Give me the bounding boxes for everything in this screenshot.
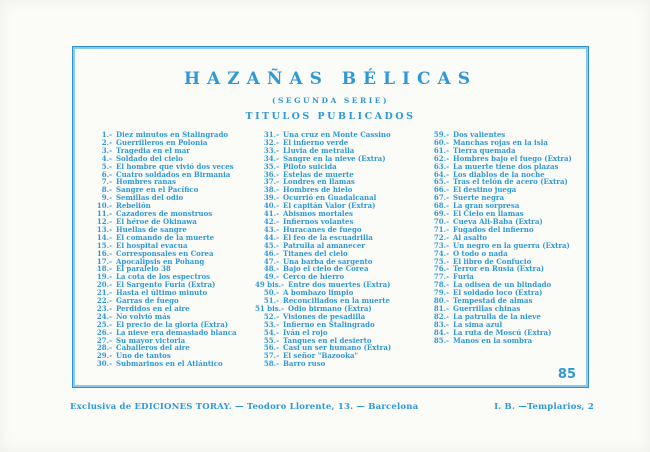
list-item [255, 321, 425, 329]
item-title: Una cruz en Monte Cassino [283, 130, 391, 139]
item-number: 29.- [96, 351, 112, 361]
series-subtitle: (SEGUNDA SERIE) [271, 96, 390, 105]
item-number: 81.- [433, 303, 449, 313]
item-title: Soldado del cielo [116, 153, 183, 163]
item-number: 42.- [263, 216, 279, 226]
item-title: Una barba de sargento [283, 256, 373, 266]
item-number: 4.- [101, 153, 112, 163]
item-number: 64.- [433, 169, 449, 179]
border-frame [72, 46, 589, 388]
item-number: 73.- [433, 240, 449, 250]
item-title: La cota de los espectros [116, 272, 211, 282]
item-title: La odisea de un blindado [453, 280, 552, 290]
item-number: 20.- [96, 280, 112, 290]
item-title: Diez minutos en Stalingrado [116, 130, 229, 139]
list-item [255, 360, 425, 368]
item-number: 51 bis.- [255, 303, 285, 313]
item-number: 36.- [263, 169, 279, 179]
item-number: 23.- [96, 303, 112, 313]
item-number: 32.- [263, 137, 279, 147]
item-number: 61.- [433, 145, 449, 155]
section-heading: TITULOS PUBLICADOS [245, 111, 416, 122]
item-title: Manchas rojas en la isla [453, 137, 548, 147]
list-item [88, 344, 255, 352]
item-title: La patrulla de la nieve [453, 311, 541, 321]
publisher-line: Exclusiva de EDICIONES TORAY. — Teodoro Llorente, 13. — Barcelona [70, 402, 419, 412]
item-title: Bajo el cielo de Corea [283, 264, 369, 274]
item-title: La nieve era demasiado blanca [116, 327, 237, 337]
item-title: Ocurrió en Guadalcanal [283, 193, 377, 203]
item-number: 28.- [96, 343, 112, 353]
item-number: 48.- [263, 264, 279, 274]
page-title: HAZAÑAS BÉLICAS [183, 69, 477, 89]
item-number: 85.- [433, 335, 449, 345]
item-number: 68.- [433, 201, 449, 211]
item-title: Barro ruso [283, 359, 326, 369]
item-number: 60.- [433, 137, 449, 147]
item-title: Corresponsales en Corea [116, 248, 214, 258]
item-title: El precio de la gloria (Extra) [116, 319, 229, 329]
item-title: Tras el telón de acero (Extra) [453, 177, 568, 187]
title-column-1 [88, 131, 255, 368]
item-title: Garras de fuego [116, 296, 179, 306]
item-title: El señor "Bazooka" [283, 351, 359, 361]
item-title: Al asalto [453, 232, 488, 242]
item-number: 53.- [263, 319, 279, 329]
item-number: 38.- [263, 185, 279, 195]
item-title: El héroe de Okinawa [116, 216, 197, 226]
item-title: Uno de tantos [116, 351, 171, 361]
list-item [425, 186, 588, 194]
item-number: 70.- [433, 216, 449, 226]
item-title: Manos en la sombra [453, 335, 533, 345]
list-item [88, 360, 255, 368]
item-title: Reconciliados en la muerte [283, 296, 390, 306]
item-title: Huracanes de fuego [283, 224, 362, 234]
item-number: 54.- [263, 327, 279, 337]
item-number: 16.- [96, 248, 112, 258]
item-number: 63.- [433, 161, 449, 171]
item-number: 71.- [433, 224, 449, 234]
item-number: 77.- [433, 272, 449, 282]
list-item [255, 352, 425, 360]
printer-line: I. B. —Templarios, 2 [494, 402, 594, 412]
item-title: No volvió más [116, 311, 171, 321]
item-title: Fugados del infierno [453, 224, 534, 234]
item-number: 31.- [263, 130, 279, 139]
item-number: 12.- [96, 216, 112, 226]
item-number: 6.- [101, 169, 112, 179]
item-number: 41.- [263, 209, 279, 219]
item-number: 25.- [96, 319, 112, 329]
item-number: 52.- [263, 311, 279, 321]
item-title: Guerrillas chinas [453, 303, 521, 313]
item-title: Tanques en el desierto [283, 335, 372, 345]
item-title: Caballeros del aire [116, 343, 190, 353]
item-title: La muerte tiene dos plazas [453, 161, 559, 171]
item-number: 34.- [263, 153, 279, 163]
list-item [88, 194, 255, 202]
item-title: Cuatro soldados en Birmania [116, 169, 231, 179]
item-number: 13.- [96, 224, 112, 234]
item-title: Cueva Ali-Baba (Extra) [453, 216, 543, 226]
item-number: 21.- [96, 288, 112, 298]
item-title: Terror en Rusia (Extra) [453, 264, 545, 274]
item-number: 47.- [263, 256, 279, 266]
item-title: Hombres ranas [116, 177, 176, 187]
item-number: 33.- [263, 145, 279, 155]
item-number: 49.- [263, 272, 279, 282]
item-title: El destino juega [453, 185, 517, 195]
item-number: 78.- [433, 280, 449, 290]
item-title: El hombre que vivió dos veces [116, 161, 234, 171]
item-number: 49 bis.- [255, 280, 285, 290]
item-title: El hospital evacua [116, 240, 188, 250]
item-number: 44.- [263, 232, 279, 242]
item-number: 10.- [96, 201, 112, 211]
item-number: 83.- [433, 319, 449, 329]
list-item [88, 258, 255, 266]
item-number: 67.- [433, 193, 449, 203]
item-title: El Cielo en llamas [453, 209, 524, 219]
item-title: Apocalipsis en Pohang [116, 256, 205, 266]
item-title: A bombazo limpio [283, 288, 354, 298]
item-title: Abismos mortales [283, 209, 353, 219]
item-number: 58.- [263, 359, 279, 369]
item-number: 51.- [263, 296, 279, 306]
item-title: Odio birmano (Extra) [288, 303, 372, 313]
item-number: 65.- [433, 177, 449, 187]
item-title: Infierno en Stalingrado [283, 319, 375, 329]
item-number: 26.- [96, 327, 112, 337]
item-title: Hombres bajo el fuego (Extra) [453, 153, 572, 163]
item-number: 43.- [263, 224, 279, 234]
item-title: El feo de la escuadrilla [283, 232, 373, 242]
item-title: Visiones de pesadilla [283, 311, 366, 321]
item-number: 45.- [263, 240, 279, 250]
item-title: Estelas de muerte [283, 169, 354, 179]
title-column-2 [255, 131, 425, 368]
footer [70, 402, 594, 412]
item-number: 69.- [433, 209, 449, 219]
item-title: Furia [453, 272, 474, 282]
item-number: 30.- [96, 359, 112, 369]
item-title: Perdidos en el aire [116, 303, 190, 313]
item-number: 50.- [263, 288, 279, 298]
item-number: 74.- [433, 248, 449, 258]
item-number: 59.- [433, 130, 449, 139]
item-title: Londres en llamas [283, 177, 355, 187]
item-title: Huellas de sangre [116, 224, 187, 234]
item-number: 80.- [433, 296, 449, 306]
item-number: 82.- [433, 311, 449, 321]
item-number: 3.- [101, 145, 112, 155]
item-title: Guerrilleros en Polonia [116, 137, 208, 147]
item-title: Sangre en el Pacífico [116, 185, 199, 195]
title-column-3 [425, 131, 588, 368]
list-item [255, 155, 425, 163]
item-number: 55.- [263, 335, 279, 345]
item-number: 24.- [96, 311, 112, 321]
item-number: 62.- [433, 153, 449, 163]
page-number: 85 [557, 367, 576, 382]
list-item [425, 313, 588, 321]
item-number: 5.- [101, 161, 112, 171]
item-number: 14.- [96, 232, 112, 242]
item-number: 46.- [263, 248, 279, 258]
item-title: El infierno verde [283, 137, 349, 147]
item-title: Sangre en la nieve (Extra) [283, 153, 386, 163]
item-title: Su mayor victoria [116, 335, 186, 345]
item-title: Cazadores de monstruos [116, 209, 213, 219]
item-title: El soldado loco (Extra) [453, 288, 543, 298]
item-title: Suerte negra [453, 193, 505, 203]
item-title: El capitán Valor (Extra) [283, 201, 376, 211]
item-title: Casi un ser humano (Extra) [283, 343, 392, 353]
item-number: 79.- [433, 288, 449, 298]
item-title: Rebelión [116, 201, 151, 211]
item-title: Titanes del cielo [283, 248, 348, 258]
item-title: Hasta el último minuto [116, 288, 208, 298]
item-number: 72.- [433, 232, 449, 242]
item-number: 39.- [263, 193, 279, 203]
list-item [88, 305, 255, 313]
item-title: O todo o nada [453, 248, 508, 258]
item-title: El comando de la muerte [116, 232, 215, 242]
item-number: 7.- [101, 177, 112, 187]
item-title: Los diablos de la noche [453, 169, 545, 179]
item-number: 2.- [101, 137, 112, 147]
item-number: 84.- [433, 327, 449, 337]
item-title: Patrulla al amanecer [283, 240, 365, 250]
item-title: El libro de Confucio [453, 256, 532, 266]
item-number: 15.- [96, 240, 112, 250]
item-title: Tempestad de almas [453, 296, 533, 306]
item-title: Iván el rojo [283, 327, 328, 337]
item-title: El Sargento Furia (Extra) [116, 280, 216, 290]
item-title: Entre dos muertes (Extra) [288, 280, 391, 290]
title-list-columns [73, 131, 588, 368]
item-number: 17.- [96, 256, 112, 266]
item-title: Submarinos en el Atlántico [116, 359, 223, 369]
item-number: 11.- [96, 209, 112, 219]
item-number: 75.- [433, 256, 449, 266]
list-item [425, 265, 588, 273]
item-number: 27.- [96, 335, 112, 345]
item-title: El paralelo 38 [116, 264, 171, 274]
item-number: 1.- [101, 130, 112, 139]
item-title: La sima azul [453, 319, 503, 329]
list-item [425, 337, 588, 345]
item-number: 18.- [96, 264, 112, 274]
list-item [425, 226, 588, 234]
item-title: La ruta de Moscú (Extra) [453, 327, 552, 337]
item-title: Cerco de hierro [283, 272, 345, 282]
item-number: 40.- [263, 201, 279, 211]
item-number: 57.- [263, 351, 279, 361]
item-title: Tierra quemada [453, 145, 516, 155]
item-number: 22.- [96, 296, 112, 306]
item-number: 9.- [101, 193, 112, 203]
item-number: 35.- [263, 161, 279, 171]
item-number: 76.- [433, 264, 449, 274]
item-title: La gran sorpresa [453, 201, 520, 211]
item-title: Tragedia en el mar [116, 145, 190, 155]
item-title: Semillas del odio [116, 193, 184, 203]
item-title: Lluvia de metralla [283, 145, 355, 155]
item-title: Infiernos volantes [283, 216, 354, 226]
item-title: Hombres de hielo [283, 185, 353, 195]
item-title: Dos valientes [453, 130, 506, 139]
item-number: 37.- [263, 177, 279, 187]
item-number: 66.- [433, 185, 449, 195]
item-number: 56.- [263, 343, 279, 353]
item-number: 19.- [96, 272, 112, 282]
item-number: 8.- [101, 185, 112, 195]
item-title: Un negro en la guerra (Extra) [453, 240, 570, 250]
item-title: Piloto suicida [283, 161, 337, 171]
